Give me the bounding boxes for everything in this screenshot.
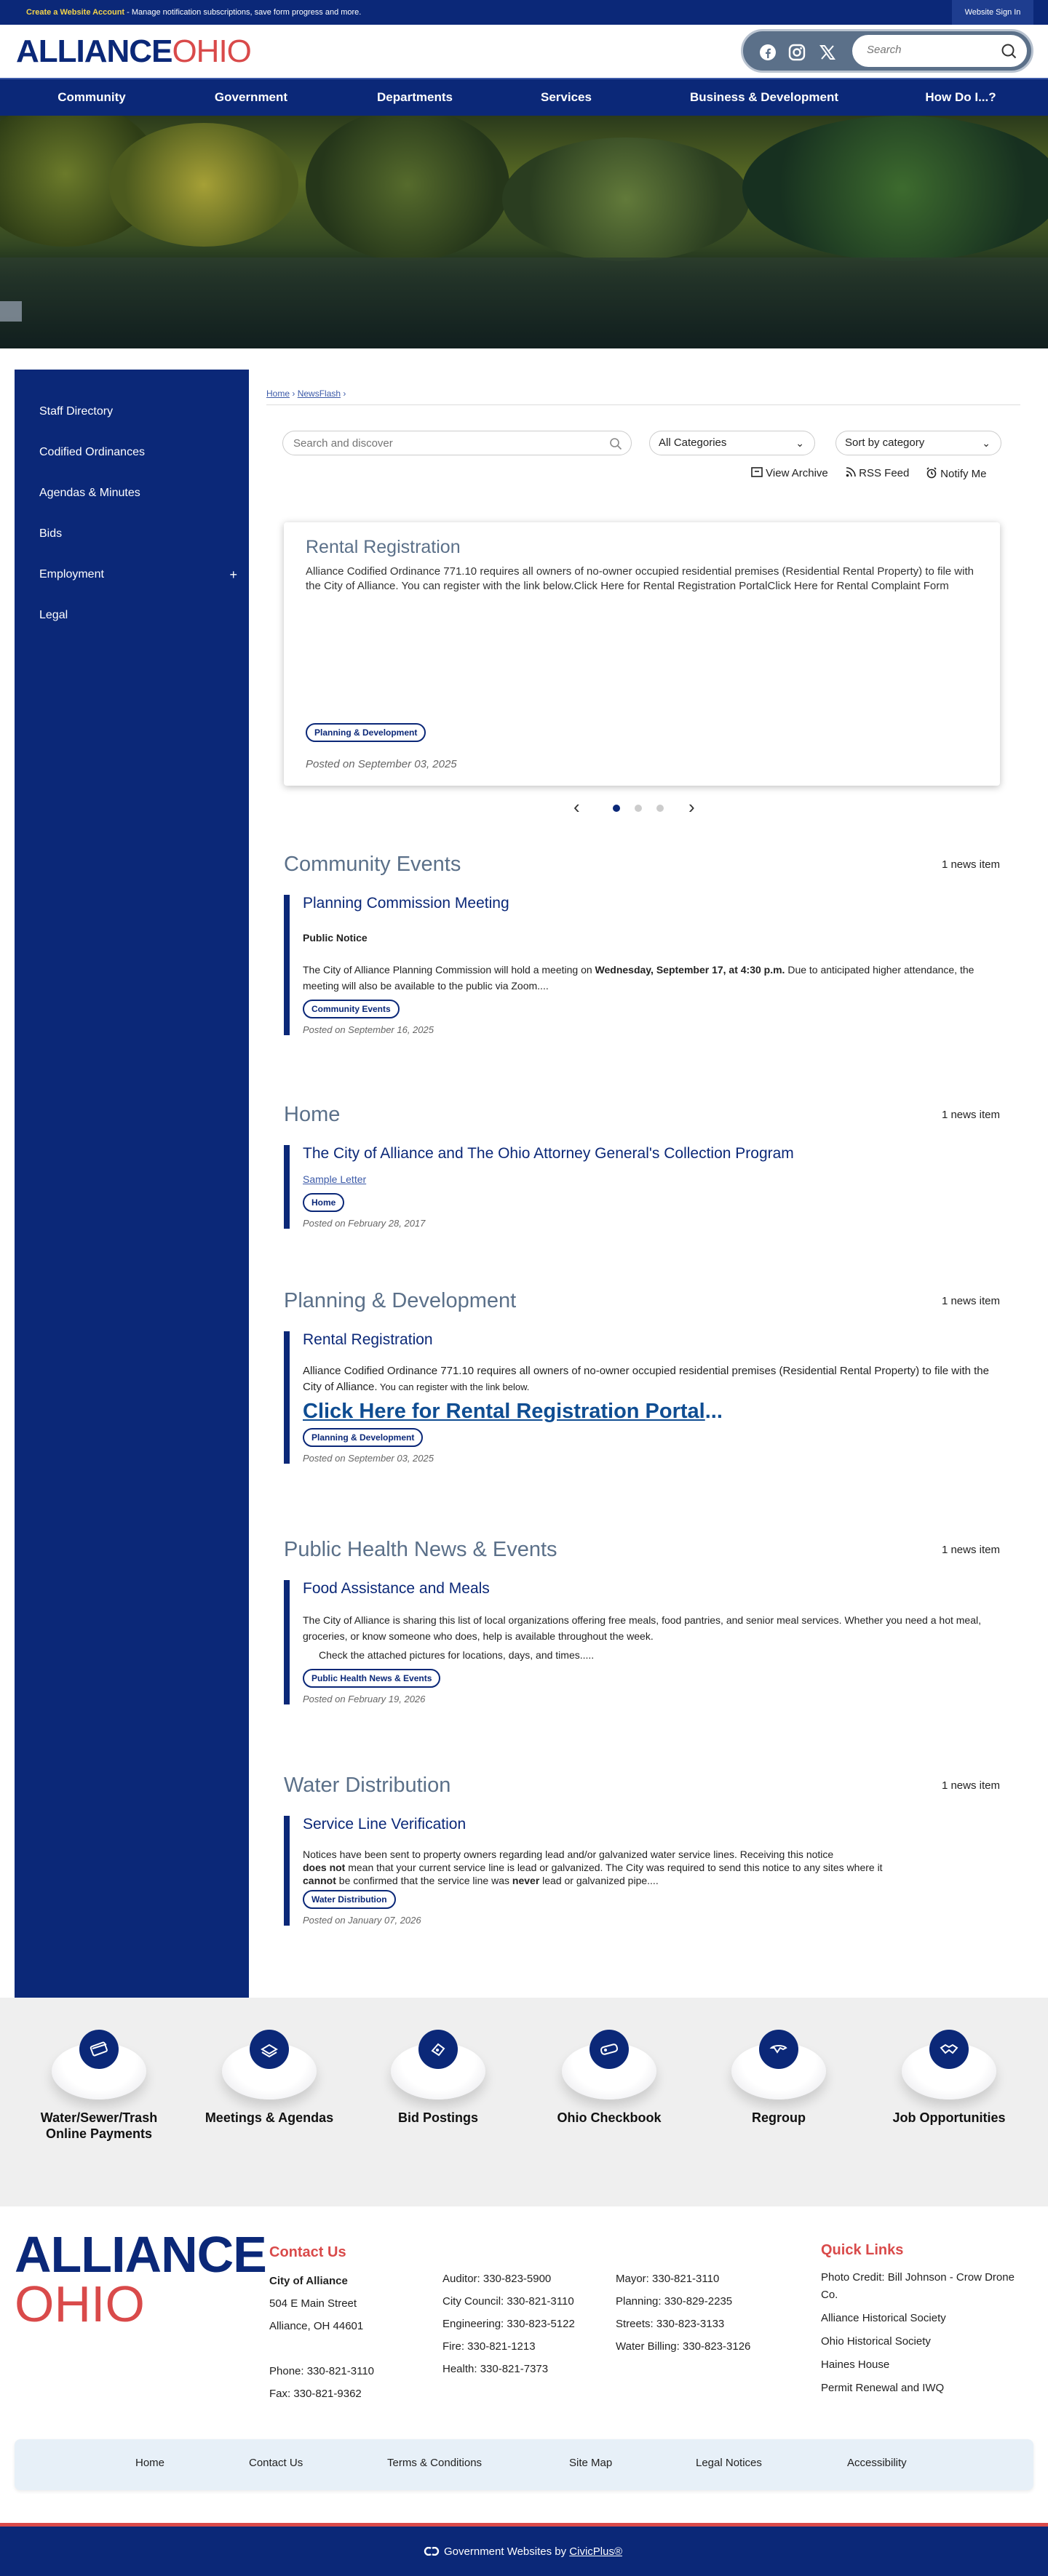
expand-icon[interactable]: + [229,567,237,582]
payment-icon [79,2030,119,2069]
quick-links-band [0,1998,1048,2206]
chevron-down-icon: ⌄ [795,437,804,449]
sidebar-item-legal[interactable]: Legal [39,609,68,621]
footer-contact [269,2241,374,2405]
news-filters [282,431,1003,455]
quicklink-meetings[interactable] [196,2043,342,2126]
news-item [284,1145,1000,1229]
quicklink-label: Ohio Checkbook [557,2110,662,2125]
text-part: The City of Alliance Planning Commission will hold a meeting on [303,964,595,976]
section-count: 1 news item [941,1295,1000,1307]
category-select-value: All Categories [659,436,727,449]
carousel-dot[interactable] [656,805,664,812]
footer-quick-link[interactable]: Haines House [821,2358,890,2371]
sidebar-item-codified-ordinances[interactable]: Codified Ordinances [39,446,145,458]
notify-me-label: Notify Me [940,468,987,480]
news-search-input[interactable] [293,437,599,450]
text-part: mean that your current service line is lead or galvanized. The City was required to send this notice to any sites where it [345,1862,883,1873]
footer-phone-line: City Council: 330-821-3110 [442,2295,574,2308]
text-part: Due to anticipated higher attendance, the meeting will also be available to the public via Zoom.... [303,964,974,992]
news-item-posted: Posted on February 19, 2026 [303,1694,426,1704]
x-icon[interactable] [819,44,836,61]
carousel-pager [573,796,719,818]
search-icon[interactable] [1001,43,1017,59]
featured-posted: Posted on September 03, 2025 [306,758,457,770]
alarm-icon [926,467,937,479]
text-part: Notices have been sent to property owners regarding lead and/or galvanized water service lines. Receiving this notice [303,1849,834,1860]
nav-business-development[interactable]: Business & Development [689,90,839,104]
account-message-text: - Manage notification subscriptions, save form progress and more. [124,8,362,17]
site-header [0,25,1048,78]
nav-services[interactable]: Services [541,90,592,104]
footer-phone-line: Auditor: 330-823-5900 [442,2273,552,2285]
rss-feed-link[interactable] [846,467,909,479]
news-item-tag[interactable]: Planning & Development [303,1428,423,1447]
news-item-posted: Posted on February 28, 2017 [303,1218,426,1229]
quicklink-label: Meetings & Agendas [205,2110,334,2125]
archive-icon [751,467,763,477]
breadcrumb: Home › NewsFlash › [266,388,346,399]
account-message [26,8,361,17]
footer-quick-link[interactable]: Photo Credit: Bill Johnson - Crow Drone Co. [821,2271,1015,2301]
footer-nav-contact[interactable]: Contact Us [249,2457,303,2469]
text-bold: does not [303,1862,346,1873]
bid-icon [418,2030,458,2069]
news-item-tag[interactable]: Home [303,1193,344,1212]
quicklink-label: Bid Postings [397,2110,478,2125]
notify-me-link[interactable] [926,467,987,480]
text-part: be confirmed that the service line was [336,1875,512,1886]
regroup-icon [759,2030,798,2069]
footer-contact-title: Contact Us [269,2244,346,2260]
text-part: Alliance Codified Ordinance 771.10 requires all owners of no-owner occupied residential premises (Residential Rental Property) to file with the City of Alliance. [303,1365,989,1393]
footer-logo-alliance: ALLIANCE [15,2226,266,2283]
sidebar [15,370,249,1998]
sidebar-item-bids[interactable]: Bids [39,527,63,540]
agenda-icon [250,2030,289,2069]
footer-bottom [0,2527,1048,2576]
rss-feed-label: RSS Feed [859,467,910,479]
nav-departments[interactable]: Departments [377,90,453,104]
facebook-icon[interactable] [759,44,777,61]
sidebar-item-staff-directory[interactable]: Staff Directory [39,405,114,418]
footer-nav-sitemap[interactable]: Site Map [569,2457,613,2469]
search-icon[interactable] [609,437,622,450]
header-utility [741,29,1033,73]
quicklink-label: Job Opportunities [892,2110,1006,2125]
footer-quick-link[interactable]: Alliance Historical Society [821,2312,946,2324]
quicklink-payments[interactable] [26,2043,172,2142]
quicklink-jobs[interactable] [876,2043,1022,2126]
main-area [15,370,1033,1998]
quicklink-label: Water/Sewer/Trash Online Payments [40,2110,158,2141]
footer-phone-line: Health: 330-821-7373 [442,2363,549,2375]
footer-quick-links [821,2241,1032,2403]
content [249,370,1033,1998]
handshake-icon [929,2030,969,2069]
hero-banner [0,116,1048,348]
footer-fax: Fax: 330-821-9362 [269,2388,362,2400]
footer-phone: Phone: 330-821-3110 [269,2365,375,2377]
news-item-title[interactable]: The City of Alliance and The Ohio Attorney General's Collection Program [303,1145,794,1162]
footer-phone-line: Engineering: 330-823-5122 [442,2318,575,2330]
chevron-left-icon[interactable]: ‹ [573,796,580,818]
breadcrumb-home[interactable]: Home [266,388,290,399]
footer-phones-col3 [616,2268,750,2358]
footer-nav-accessibility[interactable]: Accessibility [847,2457,907,2469]
text-part: You can register with the link below. [377,1381,530,1392]
civicplus-credit [424,2545,622,2558]
section-title: Home [284,1103,341,1126]
footer-logo-ohio: OHIO [15,2276,145,2332]
logo-ohio: OHIO [172,33,251,69]
sidebar-item-label: Employment [39,568,104,581]
text-part: lead or galvanized pipe.... [539,1875,659,1886]
featured-tag[interactable]: Planning & Development [306,723,426,742]
carousel-dot[interactable] [613,805,620,812]
featured-title[interactable]: Rental Registration [306,537,461,557]
news-item-text [303,962,1000,994]
news-item-posted: Posted on September 16, 2025 [303,1024,434,1035]
nav-community[interactable]: Community [57,90,126,104]
sort-select-value: Sort by category [845,436,925,449]
footer-logo[interactable] [15,2226,266,2332]
footer-quick-link[interactable]: Ohio Historical Society [821,2335,931,2348]
news-item [284,1331,1000,1464]
section-title: Public Health News & Events [284,1538,557,1561]
footer-address1: 504 E Main Street [269,2297,357,2310]
footer-city: City of Alliance [269,2275,348,2287]
footer-phone-line: Mayor: 330-821-3110 [616,2273,720,2285]
text-bold: cannot [303,1875,336,1886]
quicklink-label: Regroup [752,2110,806,2125]
news-item-text [303,1363,1000,1395]
footer-nav-home[interactable]: Home [135,2457,165,2469]
news-item [284,1816,1000,1926]
section-count: 1 news item [941,1544,1000,1556]
news-item-subhead: Public Notice [303,932,368,944]
news-item [284,1580,1000,1704]
news-item-title[interactable]: Service Line Verification [303,1816,467,1833]
text-bold: never [512,1875,540,1886]
nav-how-do-i[interactable]: How Do I...? [925,90,996,104]
breadcrumb-newsflash[interactable]: NewsFlash [297,388,341,399]
section-title: Planning & Development [284,1289,517,1312]
news-item-text: Check the attached pictures for locations, days, and times..... [319,1649,595,1661]
text-bold: Wednesday, September 17, at 4:30 p.m. [595,964,785,976]
news-item-title[interactable]: Food Assistance and Meals [303,1580,490,1597]
site-search-input[interactable] [867,44,998,56]
credit-text: Government Websites by [444,2545,570,2558]
sidebar-item-employment[interactable] [15,554,249,595]
news-search[interactable] [282,431,632,455]
logo-alliance: ALLIANCE [16,33,172,69]
featured-news-card[interactable] [284,522,1000,786]
footer [0,2206,1048,2516]
section-title: Community Events [284,853,461,876]
news-item-title[interactable]: Rental Registration [303,1331,433,1348]
big-link-suffix: ... [704,1400,723,1423]
footer-nav-terms[interactable]: Terms & Conditions [387,2457,483,2469]
news-item-tag[interactable]: Community Events [303,1000,400,1018]
footer-address2: Alliance, OH 44601 [269,2320,364,2332]
create-account-link[interactable]: Create a Website Account [26,8,125,17]
view-archive-link[interactable] [751,467,828,479]
footer-nav [15,2439,1033,2490]
nav-government[interactable]: Government [214,90,288,104]
footer-phone-line: Water Billing: 330-823-3126 [616,2340,751,2353]
quicklink-bids[interactable] [365,2043,511,2126]
category-select[interactable] [649,431,815,455]
chevron-right-icon[interactable]: › [688,796,695,818]
main-nav [0,78,1048,116]
footer-quick-title: Quick Links [821,2242,904,2258]
checkbook-icon [590,2030,629,2069]
footer-quick-link[interactable]: Permit Renewal and IWQ [821,2382,945,2394]
news-item-tag[interactable]: Water Distribution [303,1890,396,1909]
news-item-title[interactable]: Planning Commission Meeting [303,895,509,912]
quicklink-regroup[interactable] [706,2043,852,2126]
footer-phones-col2 [442,2268,575,2380]
footer-phone-line: Planning: 330-829-2235 [616,2295,733,2308]
section-count: 1 news item [941,1779,1000,1792]
instagram-icon[interactable] [788,44,806,61]
site-search[interactable] [852,35,1027,67]
rss-icon [846,467,856,477]
carousel-dot[interactable] [635,805,642,812]
view-archive-label: View Archive [766,467,828,479]
civicplus-icon [424,2547,440,2556]
news-item-posted: Posted on January 07, 2026 [303,1915,421,1926]
news-item-big-link-row [303,1400,1000,1424]
sign-in-button[interactable]: Website Sign In [952,0,1033,25]
section-count: 1 news item [941,858,1000,871]
news-item-tag[interactable]: Public Health News & Events [303,1669,440,1688]
news-item-text: The City of Alliance is sharing this list of local organizations offering free meals, food pantries, and senior meal services. Whether you need a hot meal, groceries, or know someone who does, help is available throughout the week. [303,1614,981,1642]
news-item-text [303,1848,1000,1887]
news-item [284,895,1000,1035]
footer-phone-line: Streets: 330-823-3133 [616,2318,725,2330]
news-item-posted: Posted on September 03, 2025 [303,1453,434,1464]
chevron-down-icon: ⌄ [982,437,991,449]
section-count: 1 news item [941,1109,1000,1121]
footer-nav-legal[interactable]: Legal Notices [696,2457,762,2469]
quicklink-checkbook[interactable] [536,2043,682,2126]
footer-phone-line: Fire: 330-821-1213 [442,2340,536,2353]
sort-select[interactable] [835,431,1001,455]
rental-portal-link[interactable]: Click Here for Rental Registration Portal [303,1400,705,1423]
featured-body: Alliance Codified Ordinance 771.10 requires all owners of no-owner occupied residential premises (Residential Rental Property) to file with the City of Alliance. You can register with the link below.Click Here for Rental Registration PortalClick Here for Rental Complaint Form [306,565,974,592]
top-bar [0,0,1048,25]
hero-pause-button[interactable] [0,301,22,322]
sample-letter-link[interactable]: Sample Letter [303,1173,367,1185]
civicplus-link[interactable]: CivicPlus® [569,2545,623,2558]
sidebar-item-agendas-minutes[interactable]: Agendas & Minutes [39,487,140,499]
section-title: Water Distribution [284,1774,451,1797]
site-logo[interactable] [16,33,251,70]
